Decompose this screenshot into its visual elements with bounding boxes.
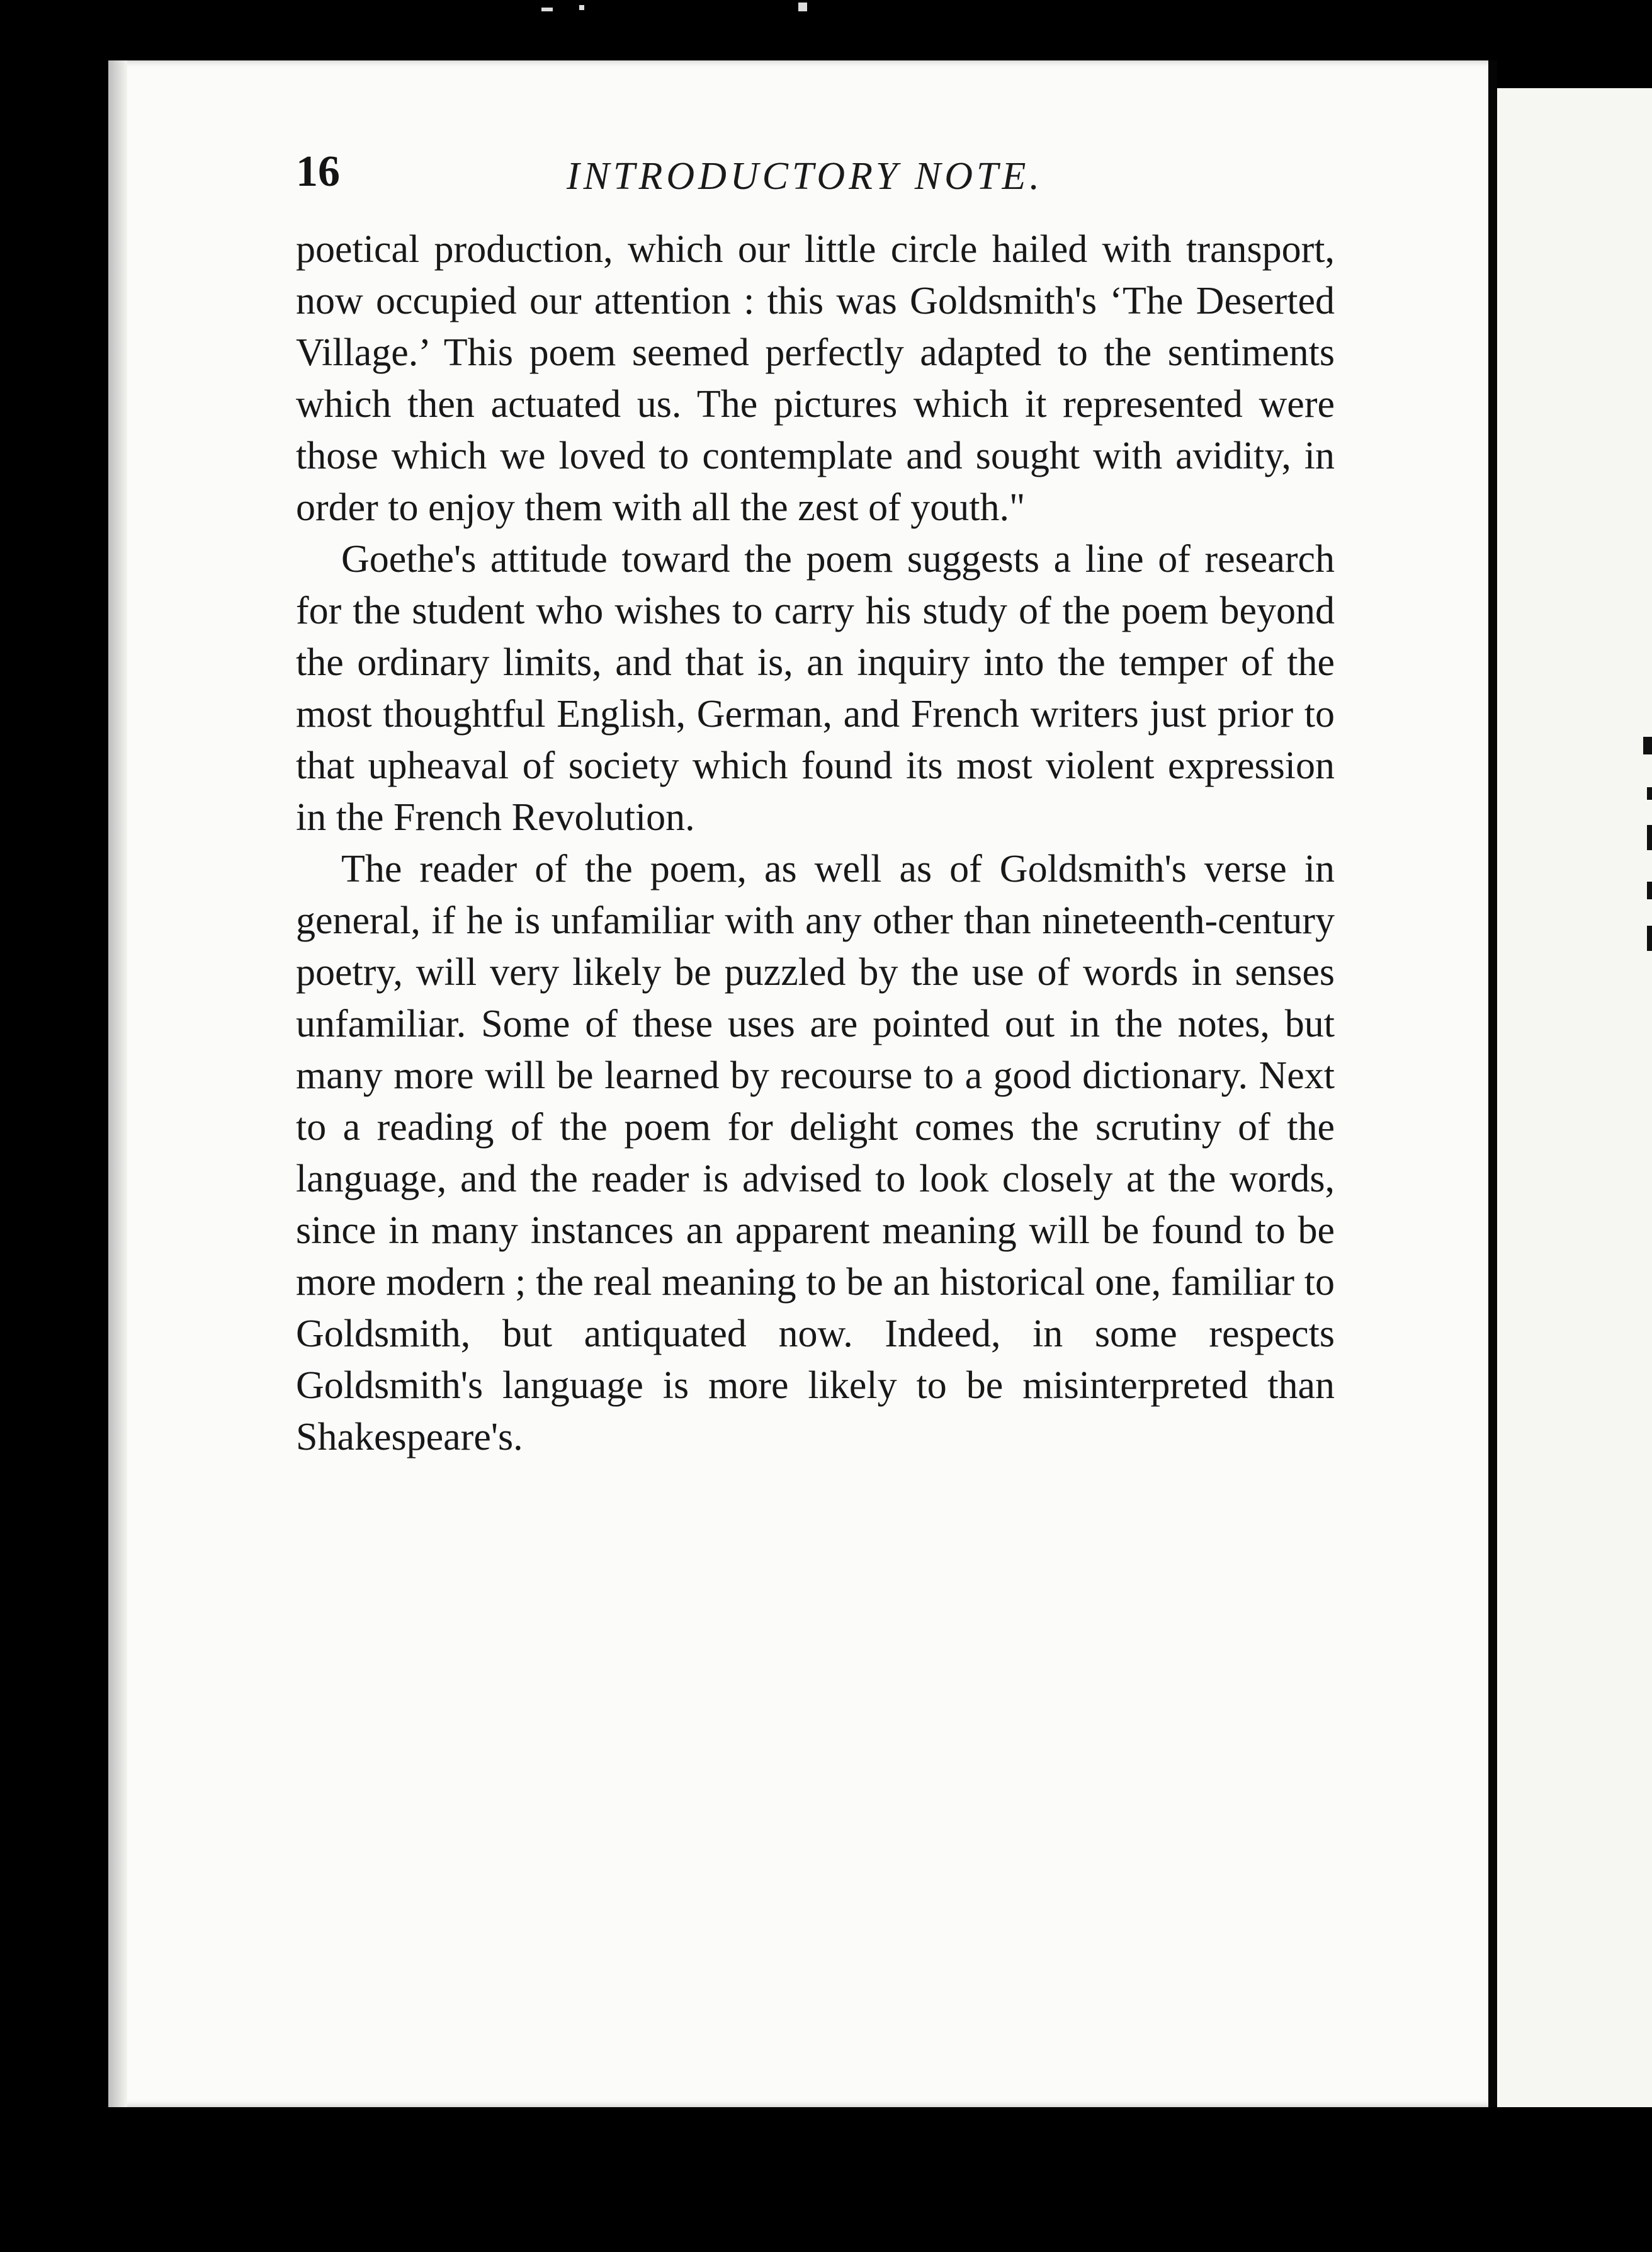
- page-number: 16: [296, 147, 340, 196]
- paragraph-reader: The reader of the poem, as well as of Goldsmith's verse in general, if he is unfamiliar with any other than nineteenth-century poetry, will very likely be puzzled by the use of words in senses unfamiliar. Some of these uses are pointed out in the notes, but many more will be learned by recourse to a good dictionary. Next to a reading of the poem for delight comes the scrutiny of the language, and the reader is advised to look closely at the words, since in many instances an apparent meaning will be found to be more modern ; the real meaning to be an historical one, familiar to Goldsmith, but antiquated now. Indeed, in some respects Goldsmith's language is more likely to be misinterpreted than Shakespeare's.: [296, 848, 1335, 1459]
- body-text: [296, 224, 1335, 1463]
- page-header: [296, 142, 1341, 211]
- paragraph-goethe: Goethe's attitude toward the poem suggests a line of research for the student who wishes to carry his study of the poem beyond the ordinary limits, and that is, an inquiry into the temper of the most thoughtful English, German, and French writers just prior to that upheaval of society which found its most violent expression in the French Revolution.: [296, 538, 1335, 839]
- facing-page-text-fragment: [1647, 926, 1652, 951]
- page-binding-edge: [108, 60, 127, 2107]
- page-gutter: [1488, 60, 1497, 2107]
- scan-speck: [798, 3, 807, 11]
- paragraph-continued: poetical production, which our little circle hailed with transport, now occupied our attention : this was Goldsmith's ‘The Deserted Village.’ This poem seemed perfectly adapted to the sentiments which then actuated us. The pictures which it represented were those which we loved to contemplate and sought with avidity, in order to enjoy them with all the zest of youth.": [296, 228, 1335, 529]
- running-head: INTRODUCTORY NOTE.: [567, 155, 1043, 198]
- facing-page-text-fragment: [1647, 825, 1652, 850]
- facing-page-fragment: [1497, 88, 1652, 2107]
- facing-page-text-fragment: [1643, 737, 1652, 754]
- scan-speck: [541, 8, 553, 11]
- facing-page-text-fragment: [1647, 882, 1652, 899]
- facing-page-text-fragment: [1647, 787, 1652, 800]
- scan-speck: [579, 5, 584, 10]
- scan-specks: [0, 0, 1652, 60]
